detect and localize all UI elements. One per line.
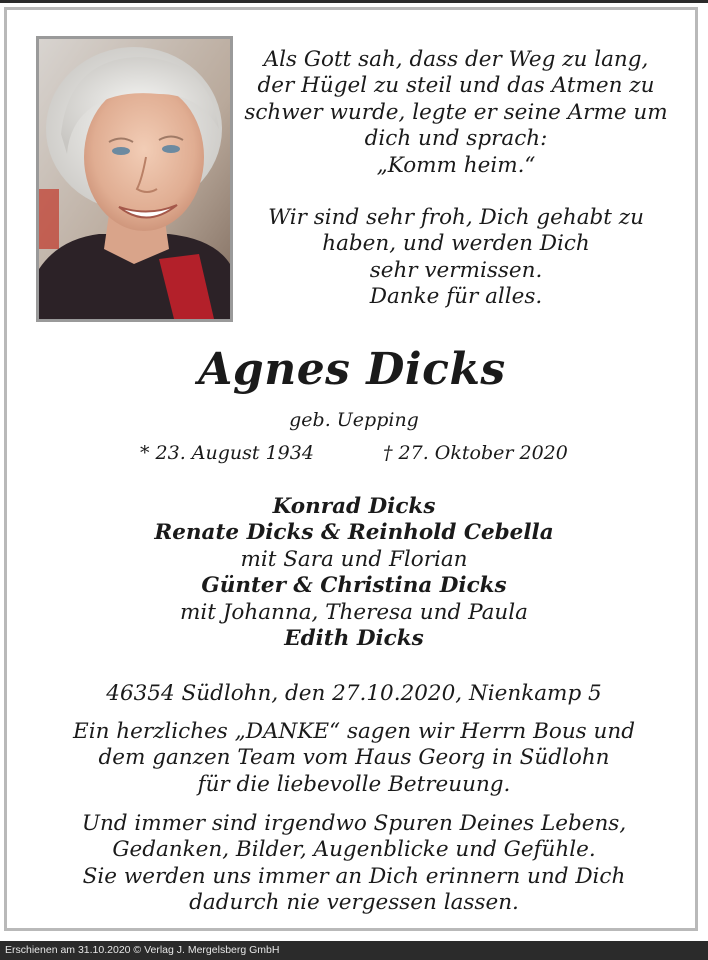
poem <box>238 47 674 311</box>
publication-footer: Erschienen am 31.10.2020 © Verlag J. Mergelsberg GmbH <box>0 941 708 960</box>
obituary-notice <box>0 3 708 941</box>
deceased-name: Agnes Dicks <box>198 344 506 395</box>
family-member: Konrad Dicks <box>272 494 436 519</box>
closing-line: Und immer sind irgendwo Spuren Deines Lebens, <box>81 811 627 836</box>
poem-line: schwer wurde, legte er seine Arme um <box>244 99 668 125</box>
family-member: Edith Dicks <box>284 626 424 652</box>
closing-line: Sie werden uns immer an Dich erinnern und Dich <box>82 863 626 889</box>
poem-line: Danke für alles. <box>369 284 543 310</box>
place-and-date: 46354 Südlohn, den 27.10.2020, Nienkamp 5 <box>106 681 602 706</box>
family-member: Renate Dicks & Reinhold Cebella <box>154 520 554 546</box>
thanks-text <box>0 719 708 798</box>
poem-line: „Komm heim.“ <box>376 152 536 178</box>
poem-line: haben, und werden Dich <box>322 231 590 257</box>
life-dates <box>0 440 708 466</box>
birth-date: * 23. August 1934 <box>140 442 314 464</box>
poem-stanza-2 <box>238 205 674 311</box>
death-date: † 27. Oktober 2020 <box>383 442 568 464</box>
family-member: mit Sara und Florian <box>240 546 468 572</box>
poem-line: sehr vermissen. <box>369 257 543 283</box>
poem-line: Wir sind sehr froh, Dich gehabt zu <box>268 205 644 231</box>
poem-line: der Hügel zu steil und das Atmen zu <box>257 73 655 99</box>
thanks-line: dem ganzen Team vom Haus Georg in Südlohn <box>98 745 610 771</box>
portrait-image <box>39 39 230 319</box>
closing-verse <box>0 811 708 917</box>
family-member: mit Johanna, Theresa und Paula <box>180 599 528 625</box>
maiden-name: geb. Uepping <box>289 409 419 431</box>
poem-line: Als Gott sah, dass der Weg zu lang, <box>263 47 649 72</box>
family-member: Günter & Christina Dicks <box>201 573 507 599</box>
closing-line: dadurch nie vergessen lassen. <box>189 890 519 916</box>
poem-stanza-1 <box>238 47 674 179</box>
poem-line: dich und sprach: <box>364 126 548 152</box>
thanks-line: Ein herzliches „DANKE“ sagen wir Herrn Bous und <box>73 719 635 744</box>
family-list <box>0 494 708 652</box>
closing-line: Gedanken, Bilder, Augenblicke und Gefühle. <box>112 837 596 863</box>
thanks-line: für die liebevolle Betreuung. <box>197 771 511 797</box>
portrait-photo <box>36 36 233 322</box>
